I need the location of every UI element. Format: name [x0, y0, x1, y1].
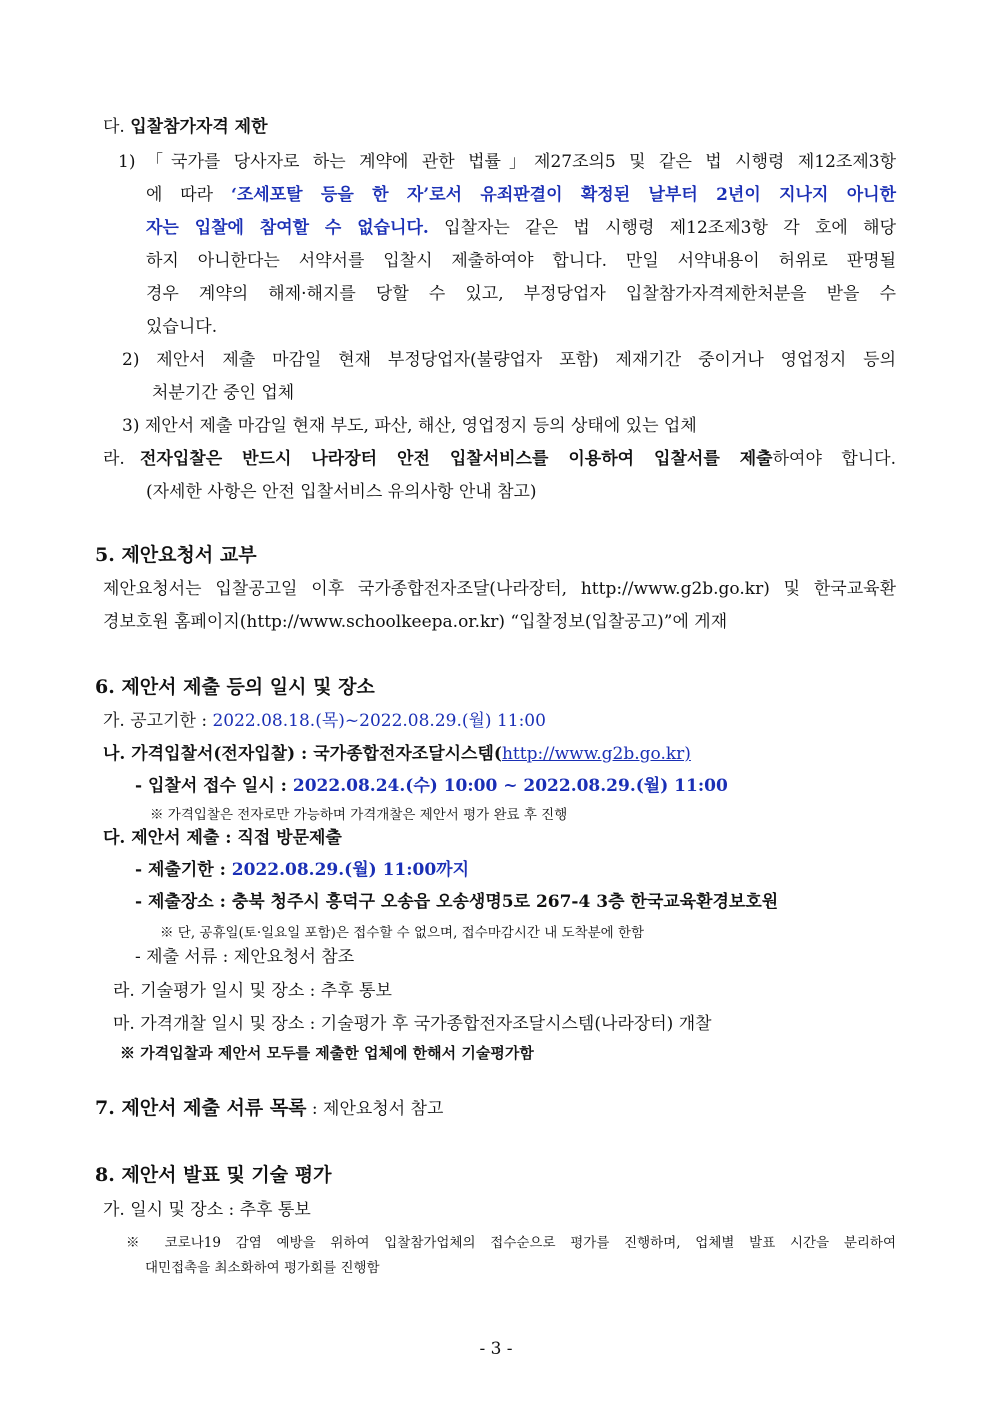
- page-number: - 3 -: [479, 1339, 513, 1359]
- receipt-note: ※ 가격입찰은 전자로만 가능하며 가격개찰은 제안서 평가 완료 후 진행: [150, 807, 568, 823]
- section7-title: 7. 제안서 제출 서류 목록: [95, 1097, 307, 1119]
- section-da-marker: 다.: [103, 117, 125, 137]
- item1-line5: 경우 계약의 해제·해지를 당할 수 있고, 부정당업자 입찰참가자격제한처분을 받을 수: [146, 284, 896, 304]
- section-ra-bold: 전자입찰은 반드시 나라장터 안전 입찰서비스를 이용하여 입찰서를 제출: [140, 449, 773, 469]
- receipt-value: 2022.08.24.(수) 10:00 ~ 2022.08.29.(월) 11:00: [292, 776, 728, 796]
- submit-place-line: - 제출장소 : 충북 청주시 흥덕구 오송읍 오송생명5로 267-4 3층 한국교육환경보호원: [135, 892, 779, 912]
- announce-period-value: 2022.08.18.(목)~2022.08.29.(월) 11:00: [212, 711, 546, 731]
- section-ra-marker: 라.: [103, 449, 125, 469]
- item3-line: 3) 제안서 제출 마감일 현재 부도, 파산, 해산, 영업정지 등의 상태에 있는 업체: [122, 416, 697, 436]
- item1-line1: 「국가를 당사자로 하는 계약에 관한 법률」제27조의5 및 같은 법 시행령 제12조제3항: [146, 152, 896, 172]
- section-ra-rest: 하여야 합니다.: [772, 449, 897, 469]
- section8-ga-line: 가. 일시 및 장소 : 추후 통보: [103, 1200, 311, 1220]
- section5-line2: 경보호원 홈페이지(http://www.schoolkeepa.or.kr) “입찰정보(입찰공고)”에 게재: [103, 612, 728, 632]
- tech-eval-line: 라. 기술평가 일시 및 장소 : 추후 통보: [113, 981, 392, 1001]
- item1-marker: 1): [118, 152, 136, 172]
- section5-line1: 제안요청서는 입찰공고일 이후 국가종합전자조달(나라장터, http://www.g2b.go.kr) 및 한국교육환: [103, 579, 896, 599]
- section8-title: 8. 제안서 발표 및 기술 평가: [95, 1164, 332, 1186]
- item1-line3: [146, 216, 896, 240]
- price-bid-line: [103, 742, 691, 766]
- section7-rest: : 제안요청서 참고: [306, 1099, 444, 1119]
- item1-line2: [146, 183, 896, 207]
- submit-place-note: ※ 단, 공휴일(토·일요일 포함)은 접수할 수 없으며, 접수마감시간 내 도착분에 한함: [160, 925, 645, 941]
- item1-line4: 하지 아니한다는 서약서를 입찰시 제출하여야 합니다. 만일 서약내용이 허위로 판명될: [146, 251, 896, 271]
- final-note: ※ 가격입찰과 제안서 모두를 제출한 업체에 한해서 기술평가함: [120, 1044, 534, 1062]
- g2b-link[interactable]: http://www.g2b.go.kr): [501, 744, 691, 764]
- proposal-submit-line: 다. 제안서 제출 : 직접 방문제출: [103, 828, 342, 848]
- item1-line2-pre: 에 따라: [146, 185, 231, 205]
- announce-period-label: 가. 공고기한 :: [103, 711, 213, 731]
- section7-line: [95, 1096, 443, 1121]
- deadline-line: [135, 858, 469, 882]
- section-ra-line1: [140, 447, 896, 471]
- section5-title: 5. 제안요청서 교부: [95, 544, 257, 566]
- item2-line2: 처분기간 중인 업체: [152, 383, 295, 403]
- item1-line3-highlight: 자는 입찰에 참여할 수 없습니다.: [146, 218, 429, 238]
- announce-period: [103, 709, 546, 733]
- section8-note-line2: 대민접촉을 최소화하여 평가회를 진행함: [145, 1260, 380, 1276]
- section6-title: 6. 제안서 제출 등의 일시 및 장소: [95, 676, 375, 698]
- item1-line2-highlight: ‘조세포탈 등을 한 자’로서 유죄판결이 확정된 날부터 2년이 지나지 아니한: [230, 185, 896, 205]
- price-bid-label: 나. 가격입찰서(전자입찰) : 국가종합전자조달시스템(: [103, 744, 502, 764]
- item1-line6: 있습니다.: [146, 317, 218, 337]
- section-ra-line2: (자세한 사항은 안전 입찰서비스 유의사항 안내 참고): [146, 482, 537, 502]
- submit-docs-line: - 제출 서류 : 제안요청서 참조: [135, 947, 355, 967]
- deadline-label: - 제출기한 :: [135, 860, 232, 880]
- section-da-heading: [103, 115, 268, 139]
- receipt-label: - 입찰서 접수 일시 :: [135, 776, 293, 796]
- deadline-value: 2022.08.29.(월) 11:00까지: [231, 860, 470, 880]
- receipt-line: [135, 774, 728, 798]
- section8-note-line1: ※ 코로나19 감염 예방을 위하여 입찰참가업체의 접수순으로 평가를 진행하며, 업체별 발표 시간을 분리하여: [126, 1235, 896, 1251]
- section-da-title: 입찰참가자격 제한: [130, 117, 268, 137]
- item1-line3-rest: 입찰자는 같은 법 시행령 제12조제3항 각 호에 해당: [428, 218, 897, 238]
- price-open-line: 마. 가격개찰 일시 및 장소 : 기술평가 후 국가종합전자조달시스템(나라장터) 개찰: [113, 1014, 712, 1034]
- item2-line1: 2) 제안서 제출 마감일 현재 부정당업자(불량업자 포함) 제재기간 중이거나 영업정지 등의: [122, 350, 896, 370]
